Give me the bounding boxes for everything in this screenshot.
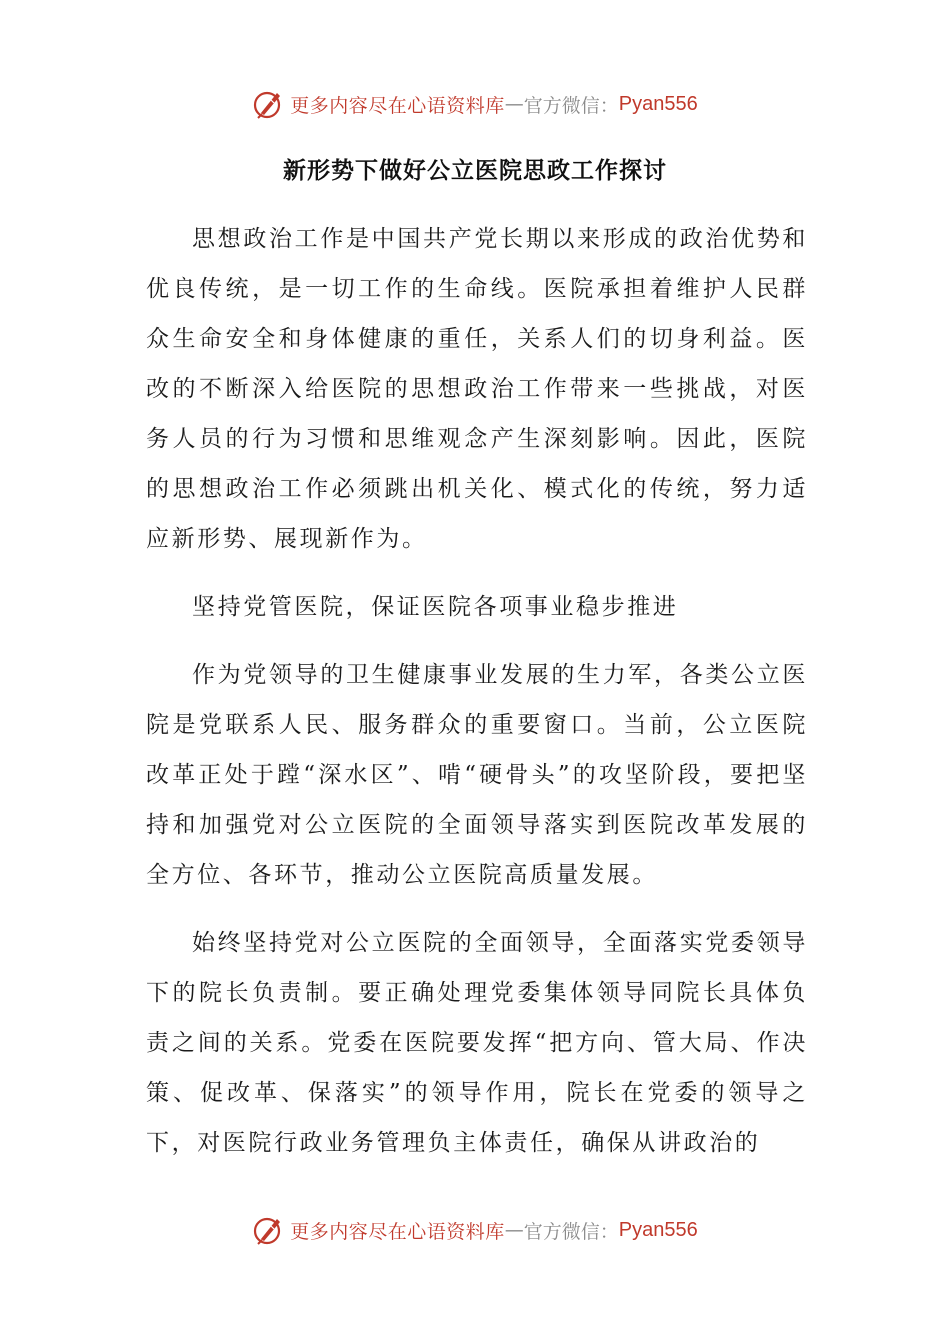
watermark-separator: — bbox=[504, 1219, 524, 1241]
footer-watermark bbox=[0, 1210, 950, 1250]
watermark-separator: — bbox=[504, 93, 524, 115]
document-body bbox=[146, 214, 808, 1186]
watermark-text: 更多内容尽在心语资料库 bbox=[290, 94, 505, 117]
watermark-label: 官方微信： bbox=[523, 1220, 619, 1243]
watermark-wechat-id: Pyan556 bbox=[618, 1218, 698, 1241]
header-watermark bbox=[0, 84, 950, 124]
paragraph-leadership: 始终坚持党对公立医院的全面领导，全面落实党委领导下的院长负责制。要正确处理党委集体领导同院长具体负责之间的关系。党委在医院要发挥“把方向、管大局、作决策、促改革、保落实”的领导作用，院长在党委的领导之下，对医院行政业务管理负主体责任，确保从讲政治的 bbox=[146, 930, 808, 1156]
paragraph-reform: 作为党领导的卫生健康事业发展的生力军，各类公立医院是党联系人民、服务群众的重要窗口。当前，公立医院改革正处于蹚“深水区”、啃“硬骨头”的攻坚阶段，要把坚持和加强党对公立医院的全面领导落实到医院改革发展的全方位、各环节，推动公立医院高质量发展。 bbox=[146, 662, 808, 888]
quill-pen-logo-icon bbox=[252, 87, 286, 121]
paragraph-intro: 思想政治工作是中国共产党长期以来形成的政治优势和优良传统，是一切工作的生命线。医院承担着维护人民群众生命安全和身体健康的重任，关系人们的切身利益。医改的不断深入给医院的思想政治工作带来一些挑战，对医务人员的行为习惯和思维观念产生深刻影响。因此，医院的思想政治工作必须跳出机关化、模式化的传统，努力适应新形势、展现新作为。 bbox=[146, 226, 808, 552]
quill-pen-logo-icon bbox=[252, 1213, 286, 1247]
document-title: 新形势下做好公立医院思政工作探讨 bbox=[283, 158, 667, 184]
watermark-label: 官方微信： bbox=[523, 94, 619, 117]
section-heading: 坚持党管医院，保证医院各项事业稳步推进 bbox=[192, 594, 679, 620]
watermark-wechat-id: Pyan556 bbox=[618, 92, 698, 115]
watermark-text: 更多内容尽在心语资料库 bbox=[290, 1220, 505, 1243]
